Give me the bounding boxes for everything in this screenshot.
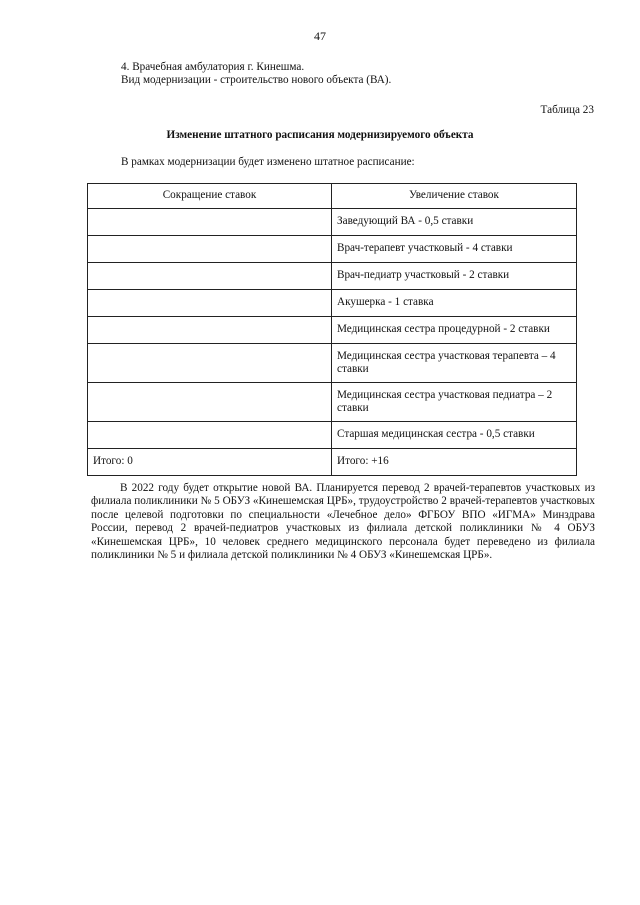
body-paragraph: В 2022 году будет открытие новой ВА. Планируется перевод 2 врачей-терапевтов участковых из филиала поликлиники № 5 ОБУЗ «Кинешемская ЦРБ», трудоустройство 2 врачей-терапевтов участковых после целевой подготовки по специальности «Лечебное дело» ФГБОУ ВПО «ИГМА» Минздрава России, перевод 2 врачей-педиатров участковых из филиала детской поликлиники № 4 ОБУЗ «Кинешемская ЦРБ», 10 человек среднего медицинского персонала будет переведено из филиала поликлиники № 5 и филиала детской поликлиники № 4 ОБУЗ «Кинешемская ЦРБ». [91,482,595,562]
increase-cell: Медицинская сестра участковая терапевта – 4 ставки [332,344,577,383]
reduction-cell [88,263,332,290]
increase-total: Итого: +16 [332,449,577,476]
increase-cell: Врач-педиатр участковый - 2 ставки [332,263,577,290]
facility-line: 4. Врачебная амбулатория г. Кинешма. [121,61,305,73]
modernization-type-line: Вид модернизации - строительство нового объекта (ВА). [121,74,392,87]
staff-table [87,183,577,476]
table-header-row [88,184,577,209]
reduction-cell [88,290,332,317]
reduction-cell [88,422,332,449]
lead-text: В рамках модернизации будет изменено штатное расписание: [121,156,415,168]
header-increase: Увеличение ставок [332,184,577,209]
table-title: Изменение штатного расписания модернизируемого объекта [166,129,474,141]
table-row [88,263,577,290]
reduction-total: Итого: 0 [88,449,332,476]
table-row [88,422,577,449]
page-number: 47 [314,29,326,43]
increase-cell: Медицинская сестра процедурной - 2 ставки [332,317,577,344]
table-row [88,383,577,422]
totals-row [88,449,577,476]
reduction-cell [88,383,332,422]
increase-cell: Старшая медицинская сестра - 0,5 ставки [332,422,577,449]
increase-cell: Врач-терапевт участковый - 4 ставки [332,236,577,263]
table-row [88,317,577,344]
header-reduction: Сокращение ставок [88,184,332,209]
table-row [88,290,577,317]
reduction-cell [88,344,332,383]
table-row [88,209,577,236]
reduction-cell [88,236,332,263]
table-row [88,236,577,263]
table-row [88,344,577,383]
increase-cell: Акушерка - 1 ставка [332,290,577,317]
reduction-cell [88,317,332,344]
increase-cell: Медицинская сестра участковая педиатра – 2 ставки [332,383,577,422]
reduction-cell [88,209,332,236]
intro-block [121,61,591,88]
table-label: Таблица 23 [540,104,594,116]
increase-cell: Заведующий ВА - 0,5 ставки [332,209,577,236]
